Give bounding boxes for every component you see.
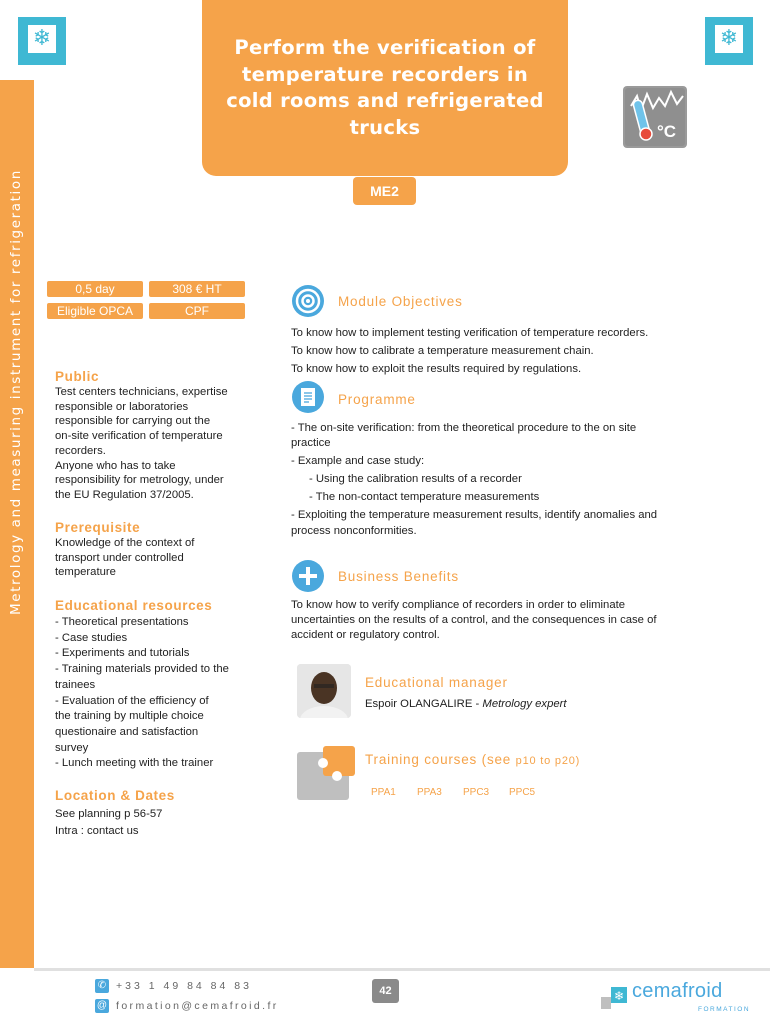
plus-icon (292, 560, 324, 592)
programme-text: - The on-site verification: from the theoretical procedure to the on site practice - Example and case study: - Using the calibration results of a recorder - The non-contact temperature measurements - Exploiting the temperature measurement results, identify anomalies and process nonconformities. (291, 422, 658, 537)
price-chip: 308 € HT (149, 281, 245, 297)
location-heading: Location & Dates (55, 788, 175, 803)
brand-sub: FORMATION (698, 1006, 751, 1013)
footer-divider (34, 968, 770, 971)
cpf-chip: CPF (149, 303, 245, 319)
document-icon (292, 381, 324, 413)
phone-icon: ✆ (95, 979, 109, 993)
course-link-ppa1[interactable]: PPA1 (371, 787, 396, 798)
cemafroid-logo-icon (601, 985, 629, 1011)
courses-heading: Training courses (see p10 to p20) (365, 752, 581, 767)
snowflake-icon: ❄ (18, 17, 66, 65)
footer-phone: +33 1 49 84 84 83 (116, 980, 252, 992)
manager-photo (297, 664, 351, 718)
objectives-heading: Module Objectives (338, 294, 463, 309)
puzzle-icon (297, 746, 355, 800)
duration-chip: 0,5 day (47, 281, 143, 297)
manager-heading: Educational manager (365, 675, 508, 690)
programme-heading: Programme (338, 392, 416, 407)
page-title: Perform the verification of temperature recorders in cold rooms and refrigerated trucks (226, 36, 544, 139)
objectives-text: To know how to implement testing verification of temperature recorders. To know how to calibrate a temperature measurement chain. To know how to exploit the results required by regulations. (291, 327, 649, 375)
manager-info: Espoir OLANGALIRE - Metrology expert (365, 698, 567, 710)
brand-name: cemafroid (632, 980, 723, 1002)
funding-chip: Eligible OPCA (47, 303, 143, 319)
svg-text:❄: ❄ (613, 989, 625, 1003)
course-code-badge: ME2 (353, 177, 416, 205)
benefits-heading: Business Benefits (338, 569, 459, 584)
snowflake-icon: ❄ (705, 17, 753, 65)
prerequisite-heading: Prerequisite (55, 520, 141, 535)
page-number: 42 (372, 979, 399, 1003)
benefits-text: To know how to verify compliance of recorders in order to eliminate uncertainties on the results of a control, and the consequences in case of accident or regulatory control. (291, 599, 657, 642)
public-text: Test centers technicians, expertise responsible or laboratories responsible for carrying out the on-site verification of temperature recorders. Anyone who has to take responsibility for metrology, under the EU Regulation 37/2005. (55, 386, 228, 501)
target-icon (292, 285, 324, 317)
thermometer-icon: °C (623, 86, 687, 148)
footer-email[interactable]: formation@cemafroid.fr (116, 1000, 279, 1012)
email-icon: @ (96, 1000, 108, 1011)
resources-heading: Educational resources (55, 598, 213, 613)
course-link-ppa3[interactable]: PPA3 (417, 787, 442, 798)
location-text: See planning p 56-57 Intra : contact us (55, 808, 163, 837)
resources-text: - Theoretical presentations - Case studies - Experiments and tutorials - Training materials provided to the trainees - Evaluation of the efficiency of the training by multiple choice questionaire and satisfaction survey - Lunch meeting with the trainer (55, 616, 229, 770)
sidebar-title: Metrology and measuring instrument for refrigeration (8, 169, 24, 615)
prerequisite-text: Knowledge of the context of transport under controlled temperature (55, 537, 195, 579)
course-link-ppc3[interactable]: PPC3 (463, 787, 490, 798)
title-banner (202, 0, 568, 176)
course-link-ppc5[interactable]: PPC5 (509, 787, 536, 798)
public-heading: Public (55, 369, 100, 384)
